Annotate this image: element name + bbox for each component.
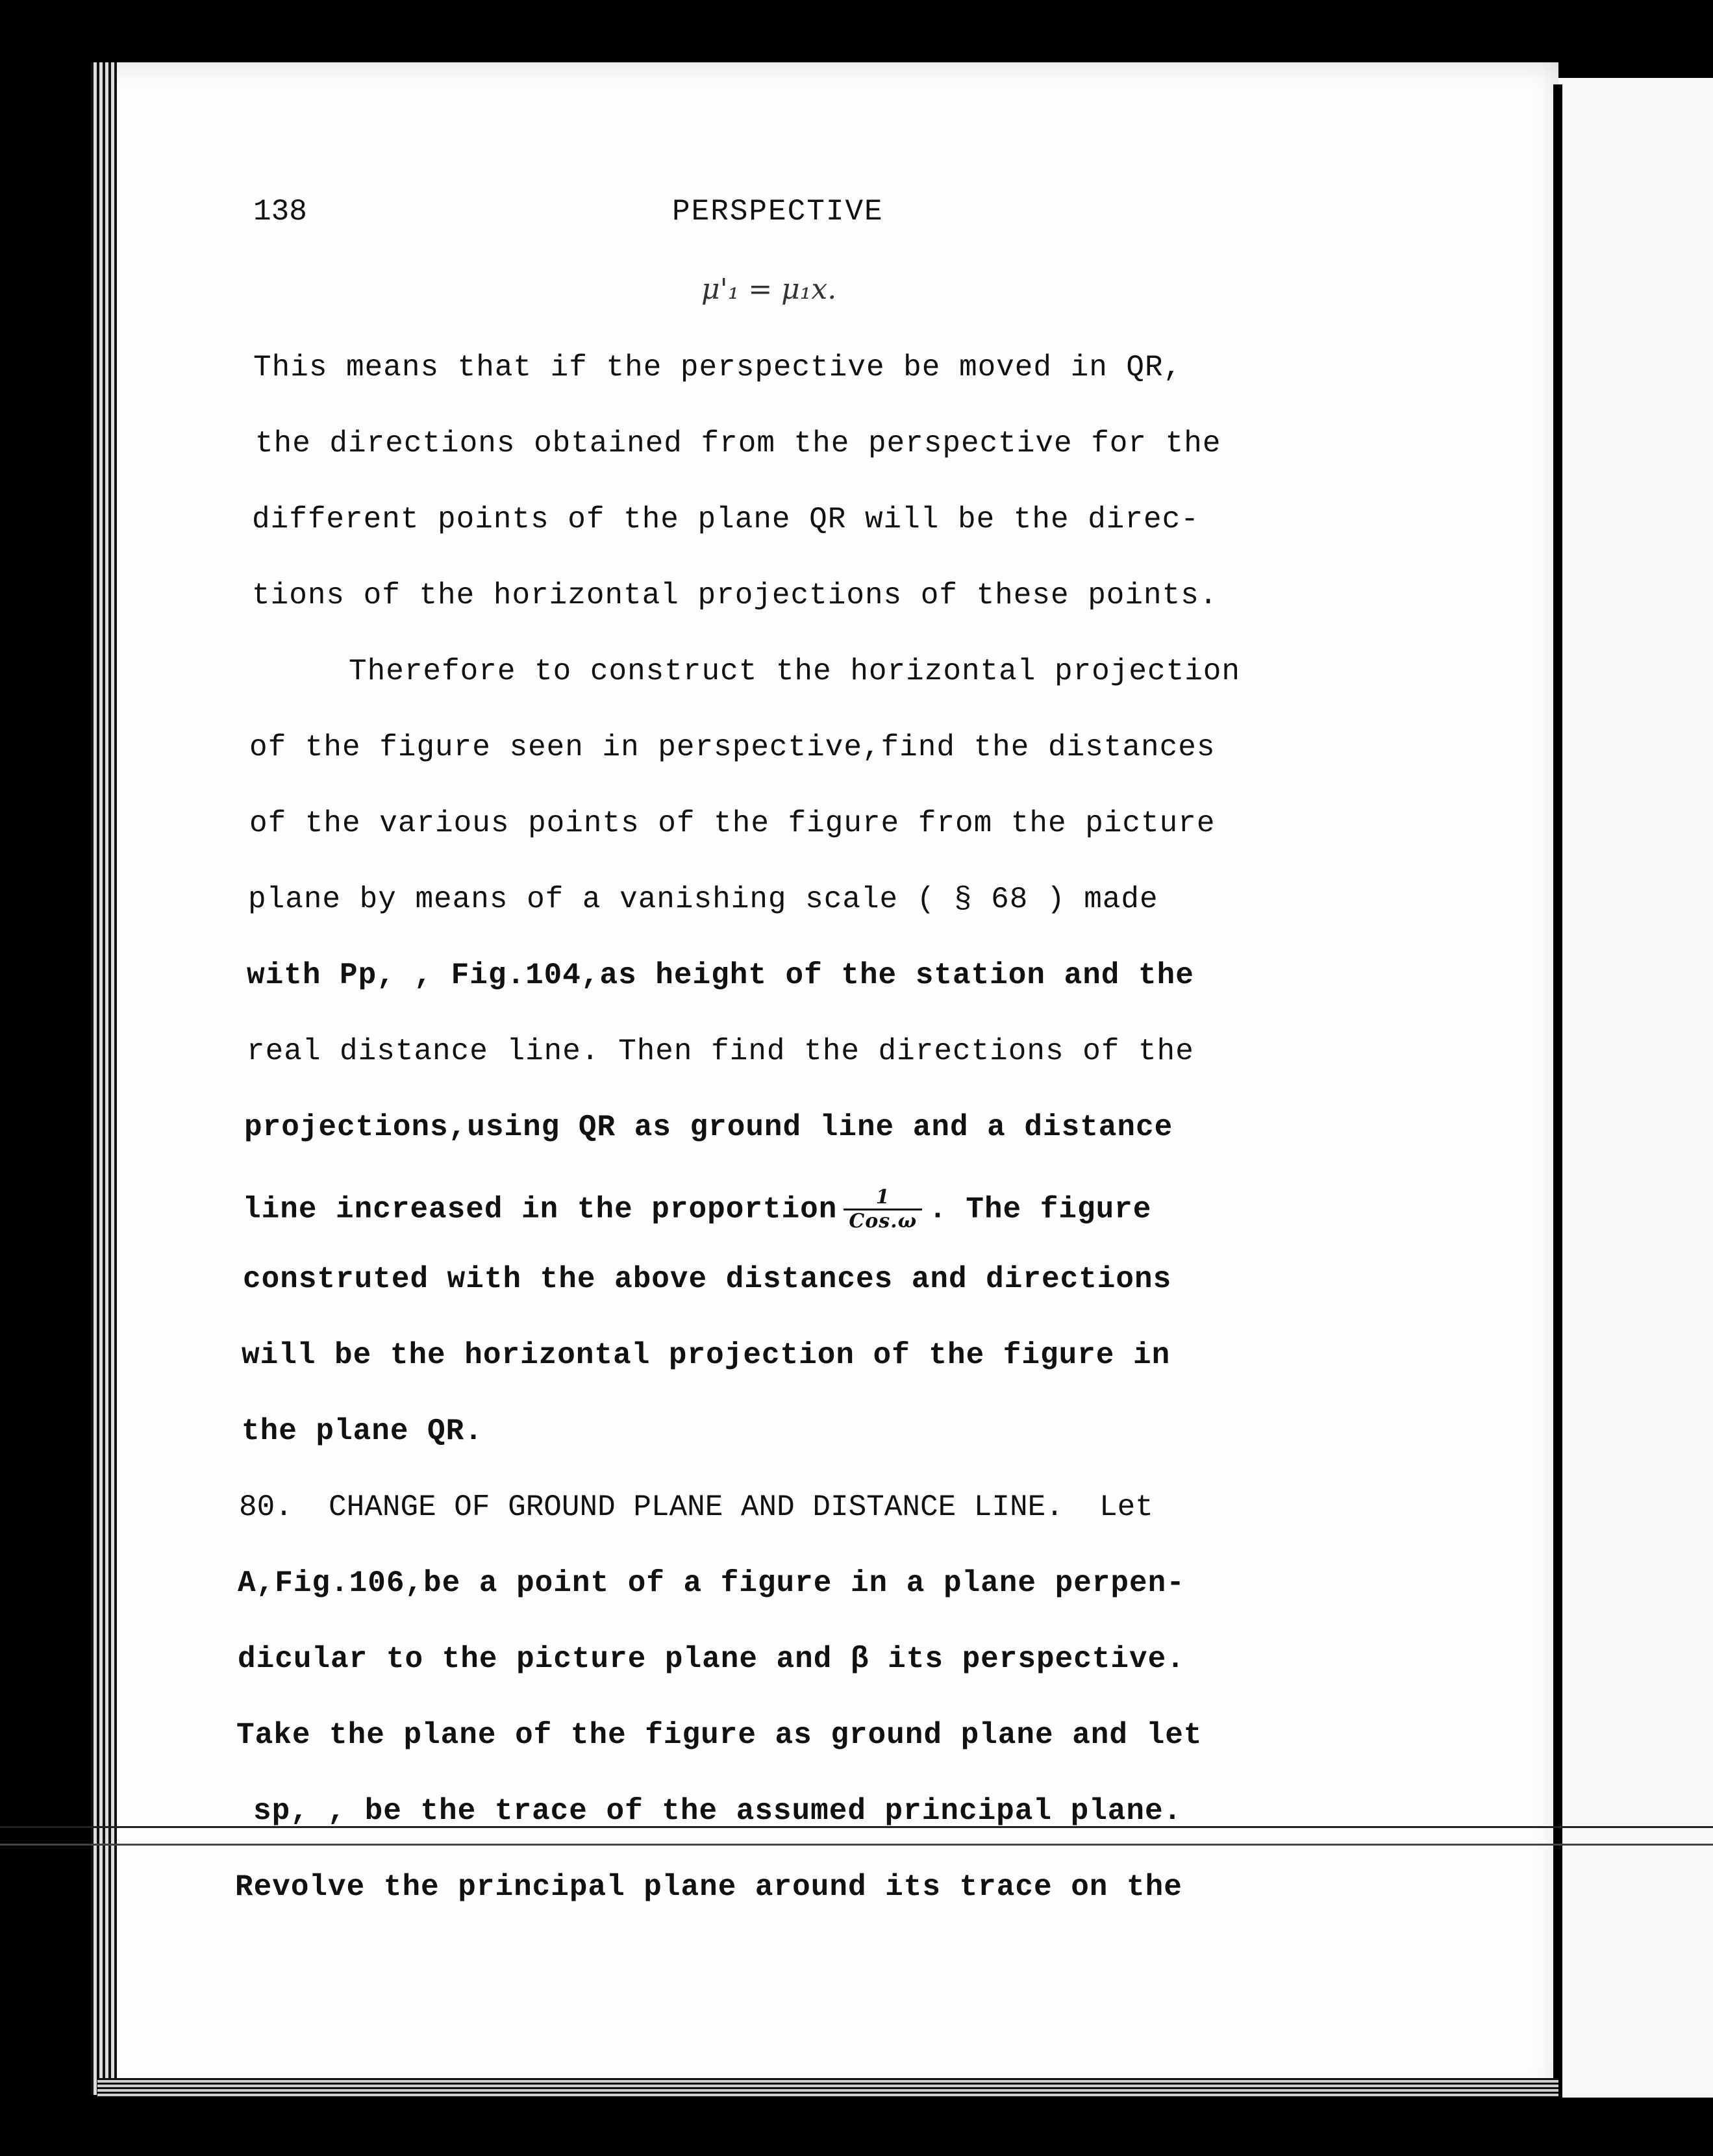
- text-line: different points of the plane QR will be the direc-: [252, 503, 1199, 536]
- text-line: with Pp, , Fig.104,as height of the station and the: [247, 959, 1194, 992]
- text-segment: . The figure: [929, 1192, 1152, 1227]
- section-number: 80.: [239, 1490, 293, 1524]
- page-stack-edge: [91, 62, 117, 2095]
- text-line: Revolve the principal plane around its trace on the: [235, 1870, 1182, 1904]
- handwritten-formula: μ'₁ = μ₁x.: [701, 273, 837, 306]
- section-heading: [239, 1490, 1153, 1524]
- paragraph-start-line: Therefore to construct the horizontal projection: [349, 655, 1241, 688]
- text-line: construted with the above distances and directions: [243, 1262, 1172, 1296]
- section-lead-word: Let: [1099, 1490, 1153, 1524]
- text-line: the plane QR.: [242, 1414, 483, 1448]
- section-title: CHANGE OF GROUND PLANE AND DISTANCE LINE.: [329, 1490, 1064, 1524]
- text-segment: line increased in the proportion: [243, 1192, 838, 1227]
- text-line-with-fraction: [243, 1186, 1151, 1233]
- text-line: dicular to the picture plane and β its perspective.: [238, 1642, 1185, 1676]
- fraction-numerator: 1: [844, 1186, 922, 1210]
- proportion-fraction: [844, 1186, 922, 1233]
- text-line: Take the plane of the figure as ground plane and let: [236, 1718, 1203, 1752]
- text-line: projections,using QR as ground line and a distance: [244, 1110, 1173, 1144]
- text-line: of the various points of the figure from the picture: [249, 807, 1216, 840]
- text-line: of the figure seen in perspective,find the distances: [249, 731, 1216, 764]
- running-title: PERSPECTIVE: [672, 195, 884, 229]
- text-line: sp, , be the trace of the assumed principal plane.: [253, 1794, 1182, 1828]
- book-gutter: [1553, 84, 1562, 2098]
- text-line: plane by means of a vanishing scale ( § 68 ) made: [248, 883, 1158, 916]
- facing-page: [1558, 78, 1713, 2098]
- text-line: real distance line. Then find the directions of the: [247, 1034, 1194, 1068]
- text-line: the directions obtained from the perspective for the: [255, 427, 1221, 460]
- text-line: tions of the horizontal projections of these points.: [252, 579, 1218, 612]
- text-line: This means that if the perspective be moved in QR,: [253, 351, 1182, 384]
- text-line: will be the horizontal projection of the figure in: [242, 1338, 1171, 1372]
- fraction-denominator: Cos.ω: [849, 1210, 918, 1233]
- text-line: A,Fig.106,be a point of a figure in a plane perpen-: [238, 1566, 1185, 1600]
- page-bottom-edge: [97, 2078, 1558, 2096]
- scan-crease-line: [0, 1826, 1713, 1846]
- page-number: 138: [253, 195, 307, 229]
